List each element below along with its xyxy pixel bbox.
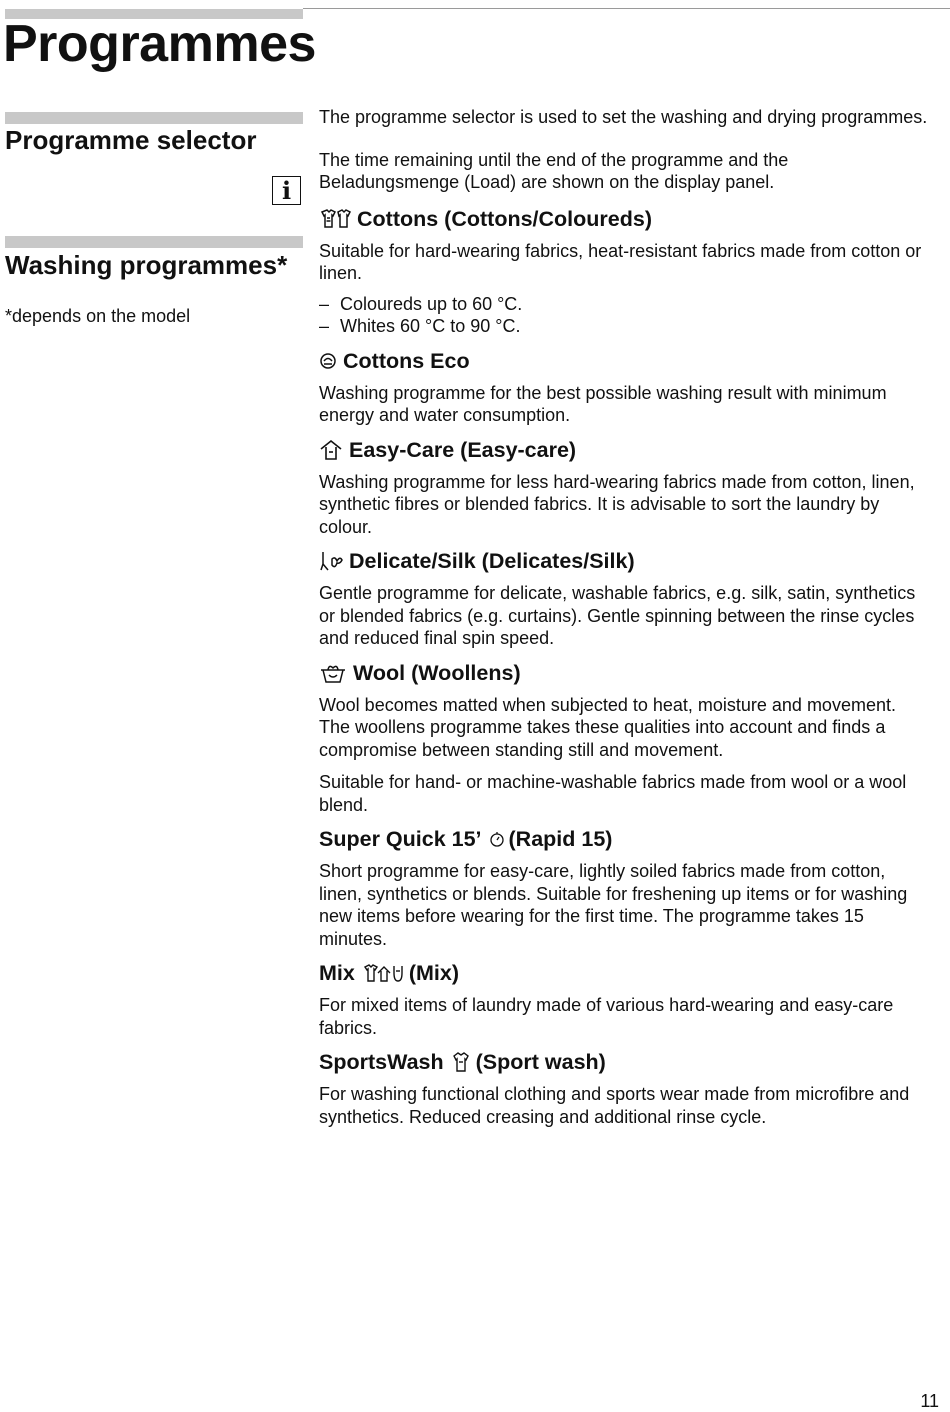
page-number: 11 [920, 1391, 939, 1411]
programme-wool-heading [319, 660, 931, 686]
programme-delicate-heading [319, 548, 931, 574]
cottons-eco-title: Cottons Eco [343, 348, 470, 373]
programme-super-quick-heading [319, 826, 931, 852]
mix-description: For mixed items of laundry made of various hard-wearing and easy-care fabrics. [319, 995, 894, 1038]
sport-shirt-icon [452, 1052, 470, 1072]
sportswash-description: For washing functional clothing and sports wear made from microfibre and synthetics. Reduced creasing and additional rinse cycle. [319, 1084, 910, 1127]
programme-easy-care-heading [319, 437, 931, 463]
section-heading-washing-programmes: Washing programmes* [5, 250, 288, 280]
section-heading-programme-selector: Programme selector [5, 125, 257, 155]
mix-icon [363, 963, 403, 983]
cottons-icon [319, 209, 351, 229]
mix-title: Mix [319, 961, 355, 985]
wool-suitability: Suitable for hand- or machine-washable fabrics made from wool or a wool blend. [319, 772, 907, 815]
cottons-description: Suitable for hard-wearing fabrics, heat-resistant fabrics made from cotton or linen. [319, 240, 922, 283]
model-footnote: *depends on the model [5, 306, 191, 326]
wool-description: Wool becomes matted when subjected to heat, moisture and movement. The woollens programme takes these qualities into account and finds a compromise between standing still and movement. [319, 694, 896, 760]
wool-title: Wool (Woollens) [353, 660, 521, 685]
delicate-icon [319, 550, 343, 572]
programme-sportswash-heading [319, 1049, 931, 1075]
programme-cottons-eco-heading [319, 348, 931, 374]
super-quick-title: Super Quick 15’ [319, 827, 482, 851]
selector-intro: The programme selector is used to set the washing and drying programmes. [319, 107, 928, 127]
section-bar-selector [5, 112, 303, 124]
selector-info-note: The time remaining until the end of the programme and the Beladungsmenge (Load) are shown on the display panel. [319, 149, 789, 192]
easy-care-description: Washing programme for less hard-wearing fabrics made from cotton, linen, synthetic fibres or blended fabrics. It is advisable to sort the laundry by colour. [319, 471, 915, 537]
mix-subtitle: (Mix) [408, 961, 460, 985]
super-quick-description: Short programme for easy-care, lightly soiled fabrics made from cotton, linen, synthetics or blends. Suitable for freshening up items or for washing new items before wearing for the first time. The programme takes 15 minutes. [319, 861, 908, 949]
programme-mix-heading [319, 960, 931, 986]
info-icon: i [272, 176, 301, 205]
easy-care-icon [319, 439, 343, 461]
list-item: – Coloureds up to 60 °C. [319, 293, 931, 316]
delicate-title: Delicate/Silk (Delicates/Silk) [349, 549, 635, 573]
cottons-temperature-list [319, 293, 931, 338]
top-rule [303, 8, 950, 9]
cottons-eco-description: Washing programme for the best possible washing result with minimum energy and water consumption. [319, 382, 887, 425]
stopwatch-icon [489, 831, 505, 847]
wool-icon [319, 662, 347, 684]
section-bar-washing [5, 236, 303, 248]
easy-care-title: Easy-Care (Easy-care) [349, 437, 577, 462]
eco-icon [319, 352, 337, 370]
sportswash-title: SportsWash [319, 1050, 444, 1074]
list-item: – Whites 60 °C to 90 °C. [319, 315, 931, 338]
sportswash-subtitle: (Sport wash) [475, 1050, 606, 1074]
super-quick-subtitle: (Rapid 15) [508, 827, 613, 851]
main-content [319, 106, 931, 1128]
page-title: Programmes [3, 15, 316, 73]
delicate-description: Gentle programme for delicate, washable fabrics, e.g. silk, satin, synthetics or blended fabrics (e.g. curtains). Gentle spinning between the rinse cycles and reduced final spin speed. [319, 583, 916, 648]
programme-cottons-heading [319, 206, 931, 232]
cottons-title: Cottons (Cottons/Coloureds) [357, 206, 652, 231]
